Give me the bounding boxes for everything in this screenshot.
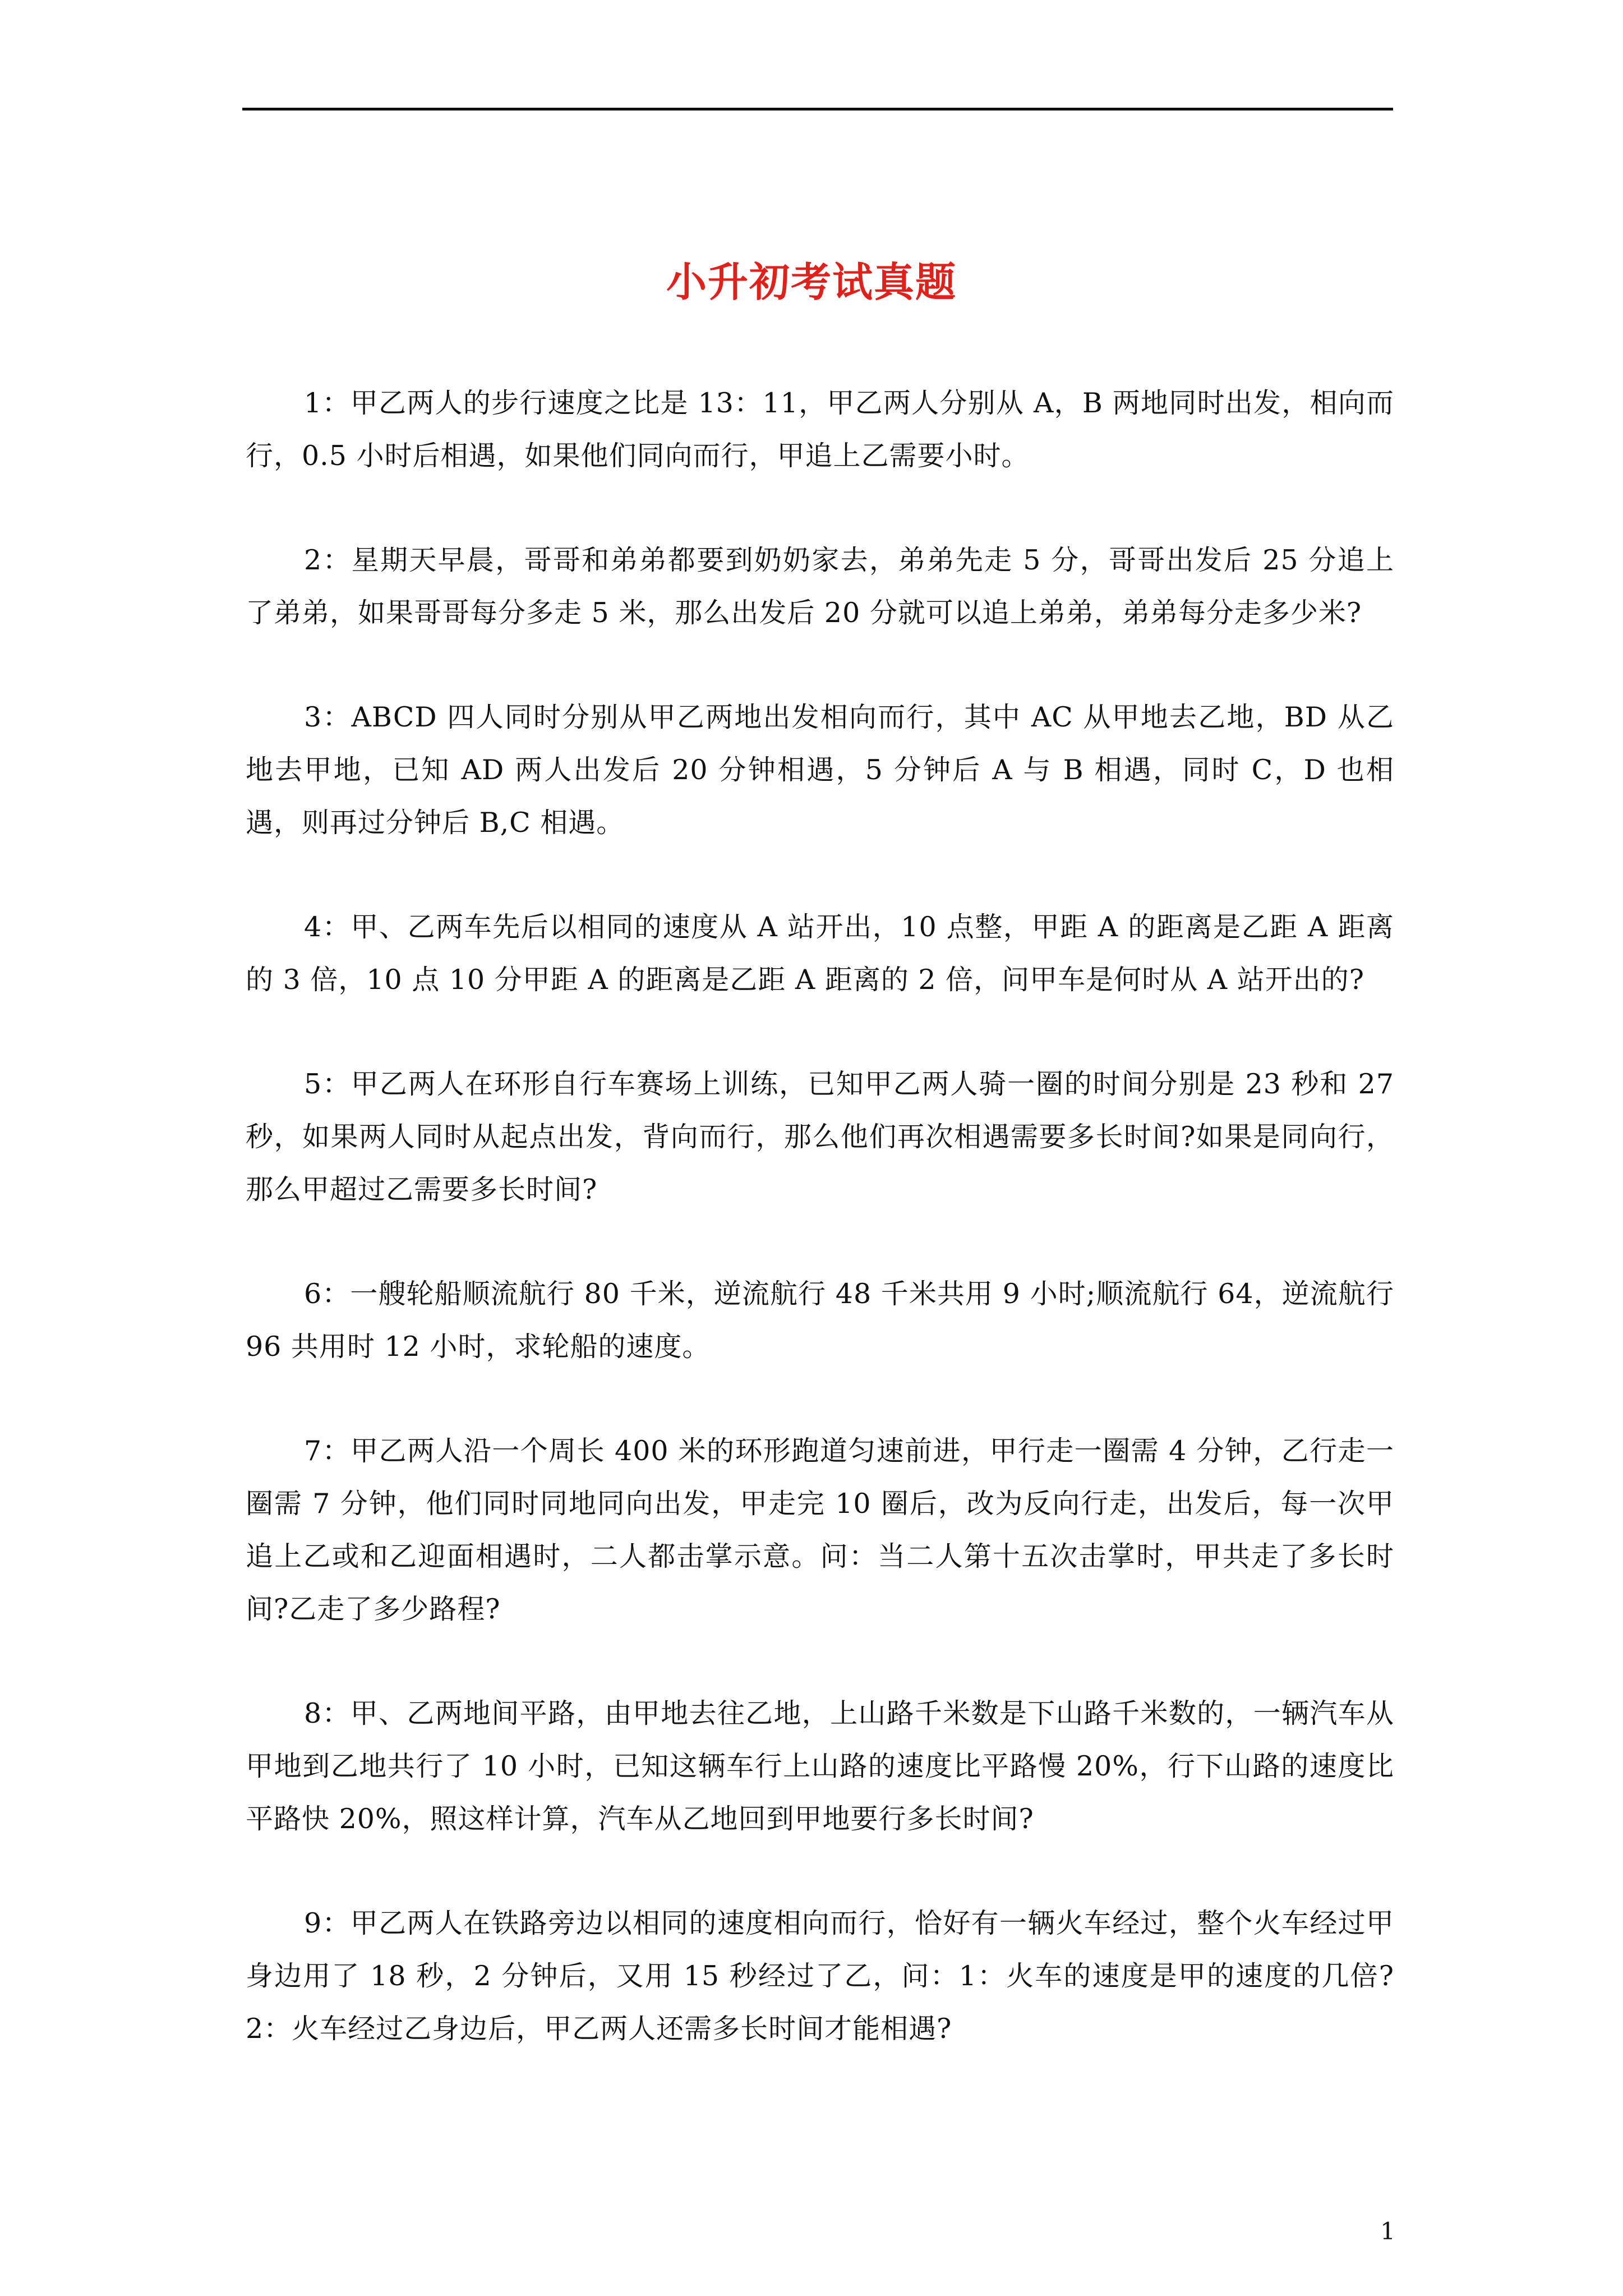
question-4: 4：甲、乙两车先后以相同的速度从 A 站开出，10 点整，甲距 A 的距离是乙距 A 距离的 3 倍，10 点 10 分甲距 A 的距离是乙距 A 距离的 2 倍，问甲车是何时从 A 站开出的? — [246, 911, 1394, 996]
page-number: 1 — [1380, 2217, 1395, 2245]
question-7: 7：甲乙两人沿一个周长 400 米的环形跑道匀速前进，甲行走一圈需 4 分钟，乙行走一圈需 7 分钟，他们同时同地同向出发，甲走完 10 圈后，改为反向行走，出发后，每一次甲追上乙或和乙迎面相遇时，二人都击掌示意。问：当二人第十五次击掌时，甲共走了多长时间?乙走了多少路程? — [246, 1435, 1394, 1625]
question-1: 1：甲乙两人的步行速度之比是 13：11，甲乙两人分别从 A，B 两地同时出发，相向而行，0.5 小时后相遇，如果他们同向而行，甲追上乙需要小时。 — [246, 387, 1394, 472]
header-rule — [242, 108, 1393, 111]
page-title: 小升初考试真题 — [666, 258, 957, 306]
question-2: 2：星期天早晨，哥哥和弟弟都要到奶奶家去，弟弟先走 5 分，哥哥出发后 25 分追上了弟弟，如果哥哥每分多走 5 米，那么出发后 20 分就可以追上弟弟，弟弟每分走多少米? — [246, 544, 1394, 629]
question-9: 9：甲乙两人在铁路旁边以相同的速度相向而行，恰好有一辆火车经过，整个火车经过甲身边用了 18 秒，2 分钟后，又用 15 秒经过了乙，问：1：火车的速度是甲的速度的几倍?2：火车经过乙身边后，甲乙两人还需多长时间才能相遇? — [246, 1907, 1394, 2045]
question-3: 3：ABCD 四人同时分别从甲乙两地出发相向而行，其中 AC 从甲地去乙地，BD 从乙地去甲地，已知 AD 两人出发后 20 分钟相遇，5 分钟后 A 与 B 相遇，同时 C，D 也相遇，则再过分钟后 B,C 相遇。 — [246, 701, 1394, 839]
question-6: 6：一艘轮船顺流航行 80 千米，逆流航行 48 千米共用 9 小时;顺流航行 64，逆流航行 96 共用时 12 小时，求轮船的速度。 — [246, 1278, 1394, 1363]
question-list — [246, 377, 1394, 2107]
question-8: 8：甲、乙两地间平路，由甲地去往乙地，上山路千米数是下山路千米数的，一辆汽车从甲地到乙地共行了 10 小时，已知这辆车行上山路的速度比平路慢 20%，行下山路的速度比平路快 20%，照这样计算，汽车从乙地回到甲地要行多长时间? — [246, 1697, 1394, 1835]
question-5: 5：甲乙两人在环形自行车赛场上训练，已知甲乙两人骑一圈的时间分别是 23 秒和 27 秒，如果两人同时从起点出发，背向而行，那么他们再次相遇需要多长时间?如果是同向行，那么甲超过乙需要多长时间? — [246, 1068, 1394, 1205]
